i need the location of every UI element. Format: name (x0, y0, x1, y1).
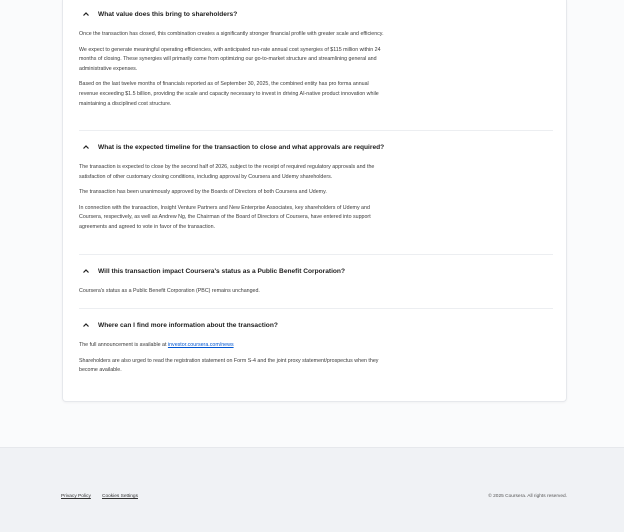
faq-toggle[interactable] (79, 140, 553, 154)
faq-divider (79, 308, 553, 309)
faq-answer (79, 163, 389, 233)
faq-paragraph: Based on the last twelve months of financials reported as of September 30, 2025, the combined entity has pro forma annual revenue exceeding $1.5 billion, providing the scale and capacity necessary to invest in driving AI-native product innovation while maintaining a disciplined cost structure. (79, 81, 379, 107)
faq-toggle[interactable] (79, 7, 553, 21)
faq-question: What is the expected timeline for the transaction to close and what approvals are required? (98, 143, 385, 151)
faq-paragraph: Coursera's status as a Public Benefit Corporation (PBC) remains unchanged. (79, 288, 260, 294)
privacy-policy-link[interactable]: Privacy Policy (61, 494, 91, 499)
chevron-up-icon (81, 142, 91, 152)
announcement-prefix: The full announcement is available at (79, 342, 168, 348)
site-footer (0, 447, 624, 532)
chevron-up-icon (81, 266, 91, 276)
faq-divider (79, 254, 553, 255)
faq-paragraph: In connection with the transaction, Insight Venture Partners and New Enterprise Associates, key shareholders of Udemy and Coursera, respectively, as well as Andrew Ng, the Chairman of the Board of Directors of Coursera, have entered into support agreements and agreed to vote in favor of the transaction. (79, 204, 371, 230)
faq-item (79, 7, 553, 115)
faq-toggle[interactable] (79, 318, 553, 332)
faq-question: Where can I find more information about the transaction? (98, 321, 278, 329)
faq-paragraph: Shareholders are also urged to read the registration statement on Form S-4 and the joint proxy statement/prospectus when they become available. (79, 357, 379, 374)
faq-paragraph (79, 341, 389, 351)
faq-answer (79, 30, 389, 109)
copyright-text: © 2025 Coursera. All rights reserved. (488, 494, 567, 499)
faq-item (79, 318, 553, 382)
faq-toggle[interactable] (79, 264, 553, 278)
faq-card (62, 0, 567, 402)
faq-question: What value does this bring to shareholders? (98, 10, 238, 18)
faq-answer (79, 341, 389, 376)
chevron-up-icon (81, 320, 91, 330)
faq-item (79, 264, 553, 303)
faq-paragraph: The transaction is expected to close by the second half of 2026, subject to the receipt of required regulatory approvals and the satisfaction of other customary closing conditions, including approval by Coursera and Udemy shareholders. (79, 164, 375, 180)
faq-answer (79, 287, 389, 297)
faq-question: Will this transaction impact Coursera's status as a Public Benefit Corporation? (98, 267, 345, 275)
cookies-settings-link[interactable]: Cookies Settings (102, 494, 138, 499)
faq-item (79, 140, 553, 239)
investor-news-link[interactable]: investor.coursera.com/news (167, 342, 234, 348)
faq-divider (79, 130, 553, 131)
faq-paragraph: Once the transaction has closed, this combination creates a significantly stronger financial profile with greater scale and efficiency. (79, 31, 384, 37)
faq-paragraph: We expect to generate meaningful operating efficiencies, with anticipated run-rate annual cost synergies of $115 million within 24 months of closing. These synergies will primarily come from optimizing our go-to-market structure and streamlining general and administrative expenses. (79, 46, 381, 72)
chevron-up-icon (81, 9, 91, 19)
faq-paragraph: The transaction has been unanimously approved by the Boards of Directors of both Coursera and Udemy. (79, 189, 327, 196)
